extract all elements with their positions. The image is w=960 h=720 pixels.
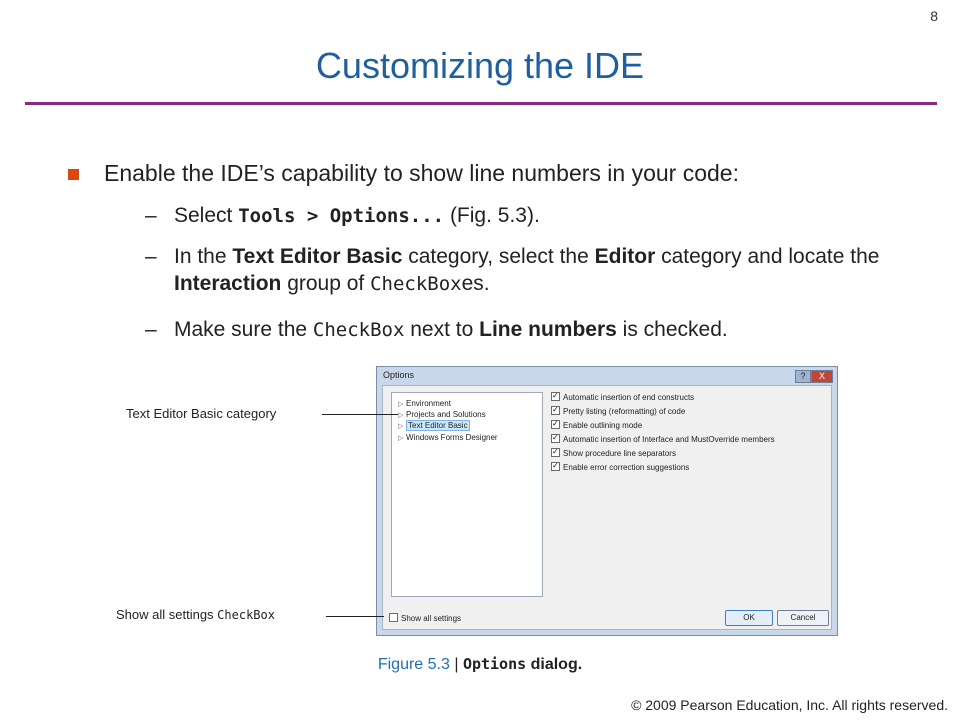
callout-show-all-settings: Show all settings CheckBox	[116, 607, 275, 622]
code-term: Tools > Options...	[238, 205, 445, 227]
checkbox-icon[interactable]	[551, 392, 560, 401]
text-run: next to	[404, 318, 480, 341]
checkbox-icon[interactable]	[551, 406, 560, 415]
tree-item-windows-forms-designer[interactable]: ▷ Windows Forms Designer	[398, 433, 498, 442]
bold-term: Text Editor Basic	[232, 245, 403, 268]
expand-arrow-icon[interactable]: ▷	[398, 412, 404, 419]
expand-arrow-icon[interactable]: ▷	[398, 435, 404, 442]
checkbox-icon[interactable]	[551, 462, 560, 471]
show-all-settings-checkbox[interactable]: Show all settings	[389, 613, 461, 623]
option-pretty-listing[interactable]: ✓Pretty listing (reformatting) of code	[551, 406, 685, 416]
dash-bullet-icon: –	[145, 318, 157, 341]
sub-bullet-text	[174, 202, 934, 230]
option-line-separators[interactable]: ✓Show procedure line separators	[551, 448, 676, 458]
page-number: 8	[930, 8, 938, 24]
text-run: category, select the	[402, 245, 595, 268]
callout-line	[322, 414, 398, 415]
ok-button[interactable]: OK	[725, 610, 773, 626]
square-bullet-icon	[68, 169, 79, 180]
slide-title: Customizing the IDE	[315, 45, 645, 86]
options-tree[interactable]	[391, 392, 543, 597]
dash-bullet-icon: –	[145, 245, 157, 268]
help-button[interactable]: ?	[795, 370, 811, 383]
cancel-button[interactable]: Cancel	[777, 610, 829, 626]
text-run: Make sure the	[174, 318, 313, 341]
option-end-constructs[interactable]: ✓Automatic insertion of end constructs	[551, 392, 694, 402]
option-error-correction[interactable]: ✓Enable error correction suggestions	[551, 462, 689, 472]
title-divider	[25, 102, 937, 105]
code-term: CheckBox	[370, 273, 462, 295]
bold-term: Editor	[594, 245, 656, 268]
checkbox-icon[interactable]	[551, 420, 560, 429]
option-outlining-mode[interactable]: ✓Enable outlining mode	[551, 420, 642, 430]
checkbox-icon[interactable]	[551, 434, 560, 443]
expand-arrow-icon[interactable]: ▷	[398, 423, 404, 430]
tree-item-projects-solutions[interactable]: ▷ Projects and Solutions	[398, 410, 486, 419]
code-term: CheckBox	[312, 319, 405, 341]
dash-bullet-icon: –	[145, 204, 157, 227]
sub-bullet-text	[174, 243, 934, 298]
callout-line	[326, 616, 384, 617]
text-run: In the	[174, 245, 233, 268]
callout-text-editor-basic: Text Editor Basic category	[126, 406, 277, 421]
text-run: is checked.	[616, 318, 728, 341]
bold-term: Interaction	[174, 272, 282, 295]
checkbox-icon[interactable]	[551, 448, 560, 457]
checkbox-icon[interactable]	[389, 613, 398, 622]
main-bullet-text: Enable the IDE’s capability to show line numbers in your code:	[104, 160, 739, 186]
dialog-body	[382, 385, 832, 630]
text-run: es.	[461, 272, 490, 295]
expand-arrow-icon[interactable]: ▷	[398, 401, 404, 408]
bold-term: Line numbers	[479, 318, 617, 341]
figure-caption: Figure 5.3 | Options dialog.	[377, 655, 583, 673]
text-run: category and locate the	[655, 245, 880, 268]
options-dialog	[376, 366, 838, 636]
tree-item-environment[interactable]: ▷ Environment	[398, 399, 451, 408]
text-run: (Fig. 5.3).	[444, 204, 540, 227]
dialog-title: Options	[383, 370, 415, 380]
tree-item-text-editor-basic[interactable]: ▷ Text Editor Basic	[398, 421, 468, 430]
option-interface-members[interactable]: ✓Automatic insertion of Interface and MustOverride members	[551, 434, 775, 444]
copyright-notice: © 2009 Pearson Education, Inc. All rights reserved.	[631, 697, 948, 713]
close-button[interactable]: X	[811, 370, 833, 383]
text-run: Select	[174, 204, 239, 227]
text-run: group of	[281, 272, 371, 295]
sub-bullet-text	[174, 316, 934, 344]
